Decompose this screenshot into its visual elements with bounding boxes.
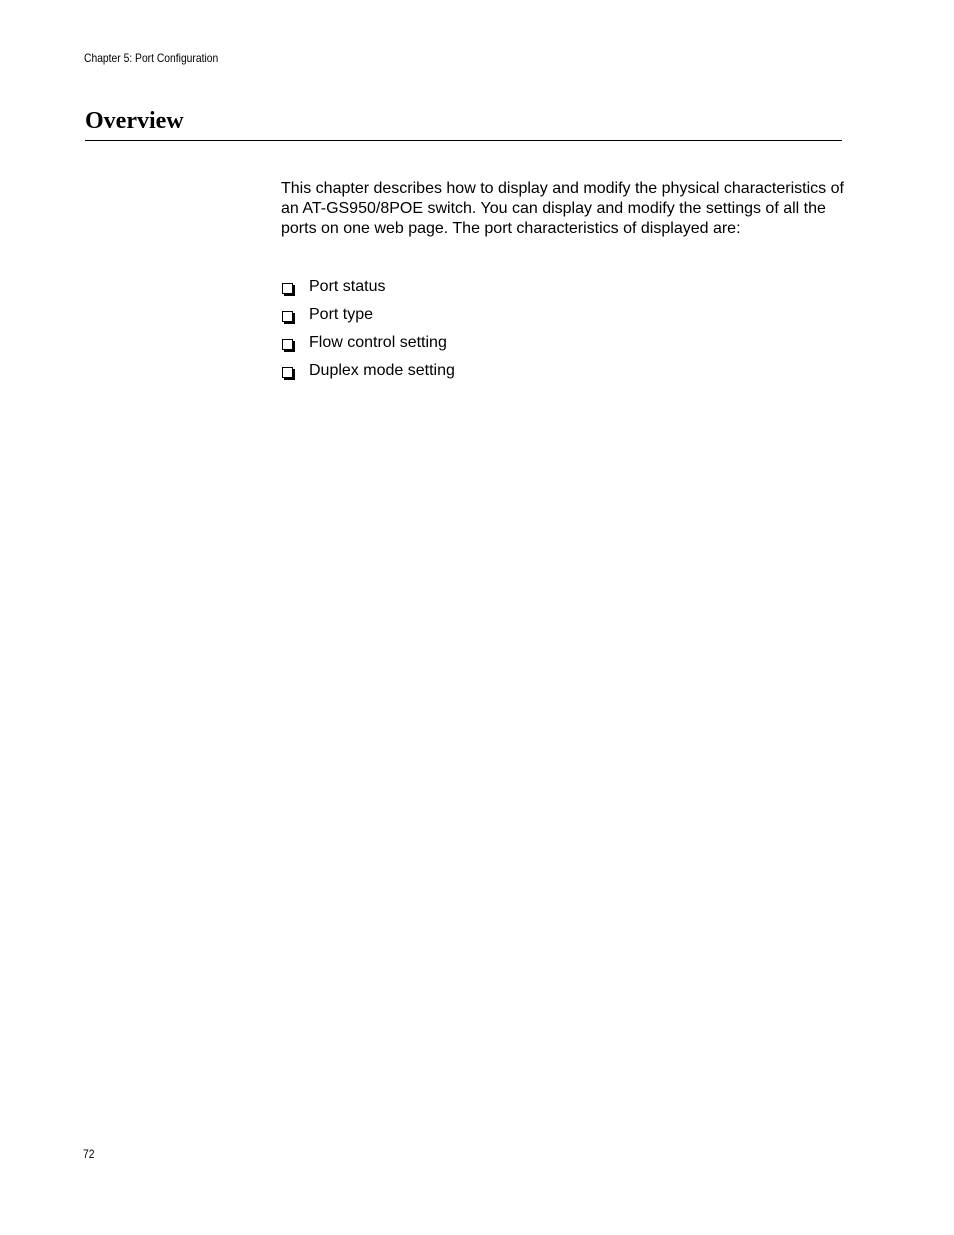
hollow-box-icon <box>282 367 293 378</box>
intro-paragraph: This chapter describes how to display and modify the physical characteristics of an AT-GS950/8POE switch. You can display and modify the settings of all the ports on one web page. The port characteristics of displayed are: <box>281 180 844 237</box>
hollow-box-icon <box>282 311 293 322</box>
hollow-box-icon <box>282 283 293 294</box>
hollow-box-icon <box>282 339 293 350</box>
section-title: Overview <box>85 108 184 134</box>
list-item-label: Duplex mode setting <box>309 362 455 379</box>
title-rule <box>85 140 842 141</box>
page-number: 72 <box>83 1147 95 1161</box>
list-item <box>281 305 455 333</box>
bullet-list <box>281 277 455 389</box>
list-item <box>281 277 455 305</box>
list-item <box>281 333 455 361</box>
running-header: Chapter 5: Port Configuration <box>84 51 219 65</box>
list-item-label: Flow control setting <box>309 334 447 351</box>
list-item-label: Port type <box>309 306 374 323</box>
list-item <box>281 361 455 389</box>
list-item-label: Port status <box>309 278 386 295</box>
